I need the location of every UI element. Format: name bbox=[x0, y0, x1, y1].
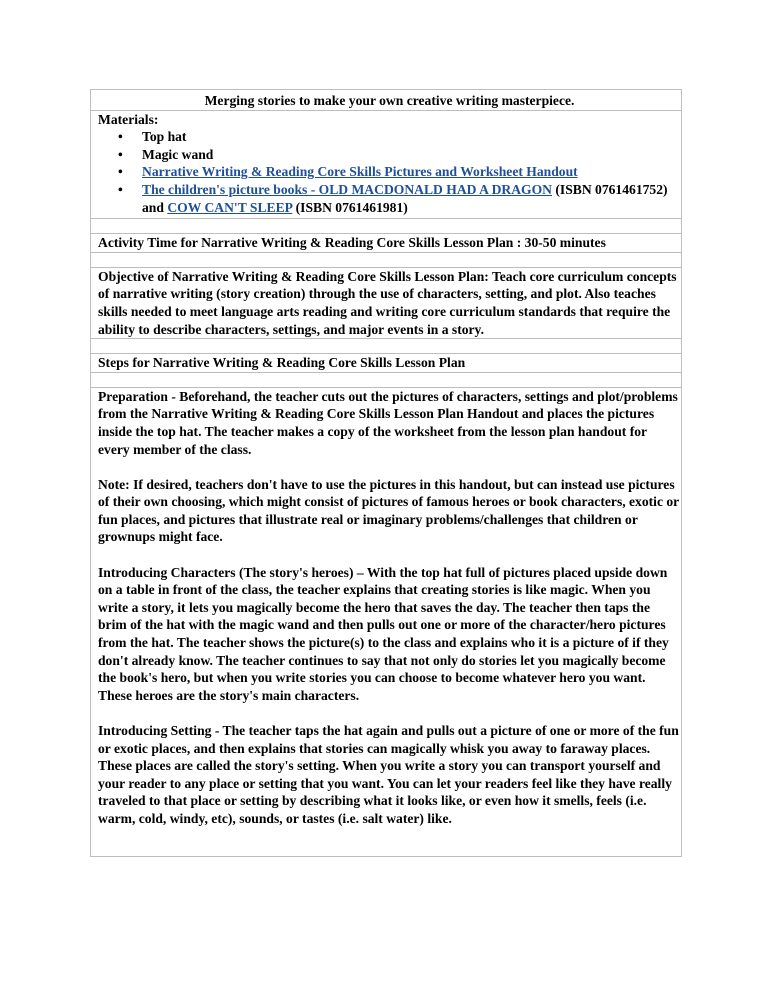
isbn-text-1: (ISBN 0761461752) and bbox=[142, 181, 668, 215]
note-paragraph: Note: If desired, teachers don't have to use the pictures in this handout, but can instead use pictures of their own choosing, which might consist of pictures of famous heroes or book characters, exotic or fun places, and pictures that illustrate real or imaginary problems/challenges that children or grownups might face. bbox=[98, 476, 679, 545]
spacer-row bbox=[91, 373, 681, 388]
bullet-icon: • bbox=[118, 181, 123, 197]
isbn-text-2: (ISBN 0761461981) bbox=[292, 199, 408, 215]
cow-cant-sleep-book-link[interactable]: COW CAN'T SLEEP bbox=[167, 199, 293, 215]
list-item bbox=[98, 163, 681, 181]
material-magic-wand: Magic wand bbox=[142, 146, 214, 162]
setting-paragraph: Introducing Setting - The teacher taps the hat again and pulls out a picture of one or more of the fun or exotic places, and then explains that stories can magically whisk you away to faraway places. These places are called the story's setting. When you write a story you can transport yourself and your reader to any place or setting that you want. You can let your readers feel like they have really traveled to that place or setting by describing what it looks like, or even how it smells, feels (i.e. warm, cold, windy, etc), sounds, or tastes (i.e. salt water) like. bbox=[98, 723, 679, 826]
characters-paragraph: Introducing Characters (The story's heroes) – With the top hat full of pictures placed upside down on a table in front of the class, the teacher explains that creating stories is like magic. When you write a story, it lets you magically become the hero that saves the day. The teacher then taps the brim of the hat with the magic wand and then pulls out one or more of the character/hero pictures from the hat. The teacher shows the picture(s) to the class and explains who it is a picture of if they don't already know. The teacher continues to say that not only do stories let you magically become the book's hero, but when you write stories you can choose to become whatever hero you want. These heroes are the story's main characters. bbox=[98, 564, 669, 703]
activity-time: Activity Time for Narrative Writing & Reading Core Skills Lesson Plan : 30-50 minutes bbox=[91, 234, 681, 253]
bullet-icon: • bbox=[118, 129, 123, 145]
handout-link[interactable]: Narrative Writing & Reading Core Skills Pictures and Worksheet Handout bbox=[142, 164, 578, 180]
spacer-row bbox=[91, 219, 681, 234]
objective-text: Objective of Narrative Writing & Reading Core Skills Lesson Plan: Teach core curriculum concepts of narrative writing (story creation) through the use of characters, setting, and plot. Also teaches skills needed to meet language arts reading and writing core curriculum standards that require the ability to describe characters, settings, and major events in a story. bbox=[91, 268, 681, 339]
spacer-row bbox=[91, 339, 681, 354]
lesson-title: Merging stories to make your own creative writing masterpiece. bbox=[91, 90, 681, 111]
spacer-row bbox=[91, 253, 681, 268]
list-item bbox=[98, 181, 681, 216]
material-top-hat: Top hat bbox=[142, 129, 187, 145]
preparation-paragraph: Preparation - Beforehand, the teacher cuts out the pictures of characters, settings and plot/problems from the Narrative Writing & Reading Core Skills Lesson Plan Handout and places the pictures inside the top hat. The teacher makes a copy of the worksheet from the lesson plan handout for every member of the class. bbox=[98, 388, 678, 457]
materials-list bbox=[98, 128, 681, 216]
old-macdonald-book-link[interactable]: The children's picture books - OLD MACDONALD HAD A DRAGON bbox=[142, 181, 552, 197]
list-item bbox=[98, 146, 681, 164]
bullet-icon: • bbox=[118, 164, 123, 180]
lesson-plan-table bbox=[90, 89, 682, 857]
list-item bbox=[98, 128, 681, 146]
materials-section bbox=[91, 111, 681, 220]
bullet-icon: • bbox=[118, 146, 123, 162]
materials-heading: Materials: bbox=[98, 111, 159, 127]
steps-heading: Steps for Narrative Writing & Reading Core Skills Lesson Plan bbox=[91, 354, 681, 373]
steps-body bbox=[91, 388, 681, 857]
